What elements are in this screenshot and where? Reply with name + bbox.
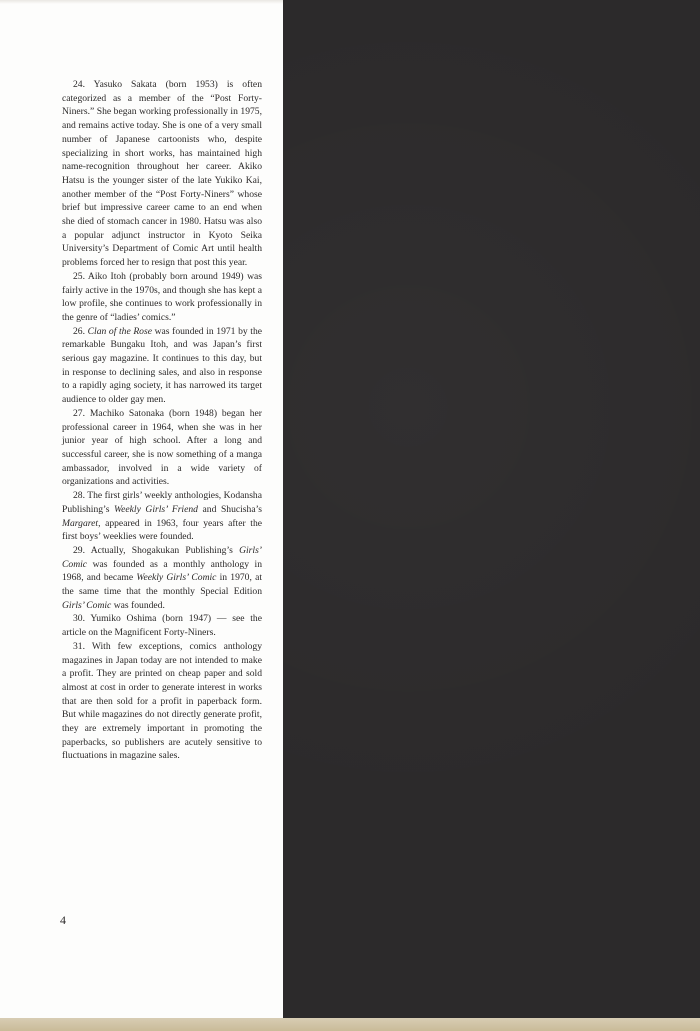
endnote-29-title-3: Girls’ Comic	[62, 599, 112, 611]
endnote-24: 24. Yasuko Sakata (born 1953) is often categorized as a member of the “Post Forty-Niners.” She began working professionally in 1975, and remains active today. She is one of a very small number of Japanese cartoonists who, despite specializing in short works, has maintained high name-recognition throughout her career. Akiko Hatsu is the younger sister of the late Yukiko Kai, another member of the “Post Forty-Niners” whose brief but impressive career came to an end when she died of stomach cancer in 1980. Hatsu was also a popular adjunct instructor in Kyoto Seika University’s Department of Comic Art until health problems forced her to resign that post this year.	[62, 79, 262, 269]
endnote-27: 27. Machiko Satonaka (born 1948) began her professional career in 1964, when she was in her junior year of high school. After a long and successful career, she is now something of a manga ambassador, involved in a wide variety of organizations and activities.	[62, 407, 262, 488]
page-number: 4	[60, 913, 66, 927]
endnote-28-text-3: , appeared in 1963, four years after the first boys’ weeklies were founded.	[62, 517, 262, 543]
endnote-28-title-2: Margaret	[62, 517, 99, 529]
endnote-28-text-1: 28. The first girls’ weekly anthologies, Kodansha Publishing’s	[62, 490, 262, 515]
endnote-28	[62, 489, 262, 544]
endnote-29	[62, 544, 262, 613]
endnote-26-text-2: was founded in 1971 by the remarkable Bungaku Itoh, and was Japan’s first serious gay magazine. It continues to this day, but in response to declining sales, and also in response to a rapidly aging society, it has narrowed its target audience to older gay men.	[62, 325, 263, 406]
scan-bottom-edge	[0, 1018, 700, 1031]
endnotes	[62, 78, 262, 763]
endnote-31: 31. With few exceptions, comics anthology magazines in Japan today are not intended to make a profit. They are printed on cheap paper and sold almost at cost in order to generate interest in works that are then sold for a profit in paperback form. But while magazines do not directly generate profit, they are extremely important in promoting the paperbacks, so publishers are acutely sensitive to fluctuations in magazine sales.	[62, 640, 262, 762]
endnote-26-text-1: 26.	[73, 325, 88, 337]
endnote-29-title-2: Weekly Girls’ Comic	[136, 572, 217, 584]
page-top-edge	[0, 0, 283, 4]
endnote-26-title: Clan of the Rose	[87, 325, 152, 337]
endnote-29-text-3: in 1970, at the same time that the monthly Special Edition	[62, 572, 262, 598]
endnote-28-title-1: Weekly Girls’ Friend	[114, 503, 198, 515]
endnote-25: 25. Aiko Itoh (probably born around 1949) was fairly active in the 1970s, and though she has kept a low profile, she continues to work professionally in the genre of “ladies’ comics.”	[62, 270, 262, 323]
endnote-29-text-1: 29. Actually, Shogakukan Publishing’s	[73, 544, 240, 556]
endnote-29-title-1: Girls’ Comic	[62, 544, 262, 570]
endnote-26	[62, 325, 262, 407]
dark-facing-page	[283, 0, 700, 1018]
endnote-29-text-4: was founded.	[111, 599, 165, 611]
text-page	[0, 0, 283, 1018]
endnote-29-text-2: was founded as a monthly anthology in 1968, and became	[62, 558, 262, 584]
endnote-28-text-2: and Shucisha’s	[197, 503, 262, 515]
endnote-30: 30. Yumiko Oshima (born 1947) — see the article on the Magnificent Forty-Niners.	[62, 613, 262, 639]
